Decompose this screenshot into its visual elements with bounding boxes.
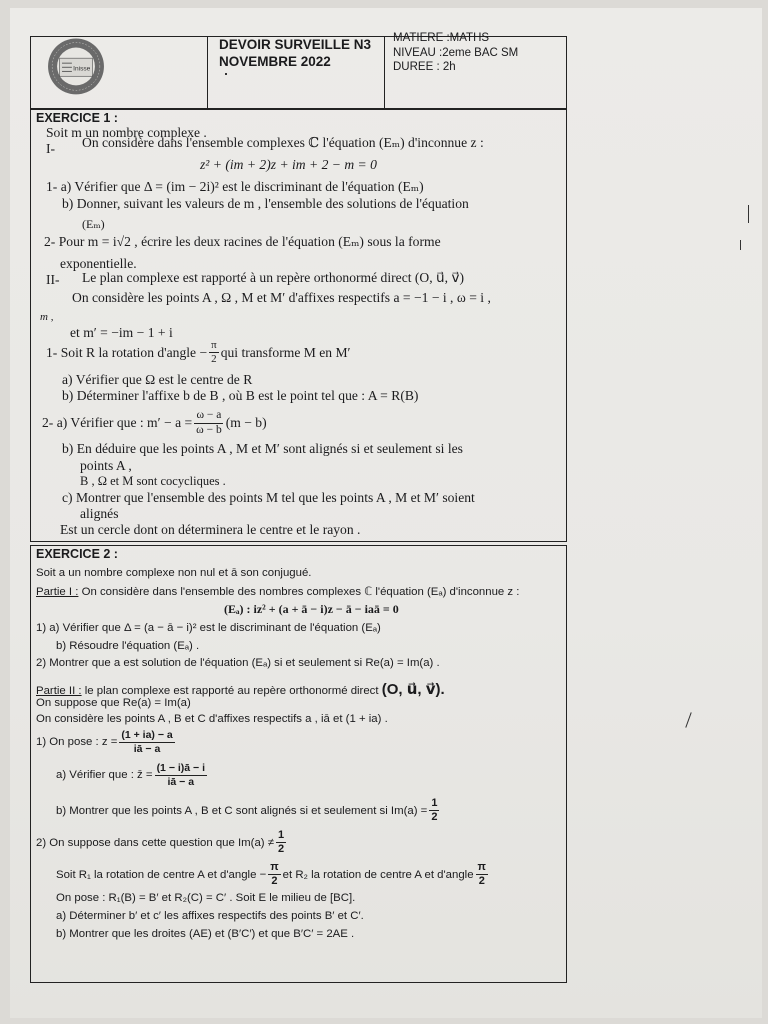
ex2-pose-2: On pose : R₁(B) = B′ et R₂(C) = C′ . Soit E le milieu de [BC]. [56, 892, 356, 904]
exam-date: NOVEMBRE 2022 [219, 54, 331, 69]
question-r-a: a) Vérifier que Ω est le centre de R [62, 372, 253, 387]
ex2-rotation-angle-2 [476, 862, 488, 887]
question-2b: b) En déduire que les points A , M et M′ sont alignés si et seulement si les [62, 441, 463, 456]
rotation-question-pre: 1- Soit R la rotation d'angle − [46, 344, 208, 360]
exam-title: DEVOIR SURVEILLE N3 [219, 37, 372, 52]
fraction-numerator: 1 [278, 829, 285, 841]
question-2-continued: exponentielle. [60, 256, 137, 271]
question-2b-continued-2: B , Ω et M sont cocycliques . [80, 474, 226, 488]
ex2-question-b2: b) Montrer que les droites (AE) et (B′C′) et que B′C′ = 2AE . [56, 928, 355, 940]
exercise-1-title: EXERCICE 1 : [36, 111, 118, 125]
part-i-text: On considère dans l'ensemble des nombres complexes ℂ l'équation (Eₐ) d'inconnue z : [78, 586, 520, 598]
school-seal-logo [34, 36, 118, 110]
affix-m-prime: et m′ = −im − 1 + i [70, 325, 173, 340]
part-ii-heading [36, 680, 445, 698]
header-divider-right [384, 36, 385, 108]
ex2-question-3 [36, 830, 288, 855]
part-i-label: Partie I : [36, 586, 79, 598]
question-2a-post: (m − b) [225, 415, 267, 430]
fraction-denominator: 2 [271, 875, 278, 887]
rotation-question-post: qui transforme M en M′ [220, 344, 351, 360]
ex2-question-a-pre: a) Vérifier que : z̄ = [56, 769, 153, 781]
fraction-numerator: π [270, 861, 279, 873]
logo-center-text: Inisse [73, 65, 91, 73]
subject-label: MATIERE :MATHS [393, 32, 490, 44]
fraction-denominator: ω − b [196, 423, 222, 436]
exercise-1-intro: Soit m un nombre complexe . [46, 125, 207, 140]
question-2a-pre: 2- a) Vérifier que : m′ − a = [42, 415, 193, 430]
fraction-numerator: π [211, 339, 217, 351]
fraction-denominator: iā − a [167, 775, 195, 788]
level-label: NIVEAU :2eme BAC SM [393, 47, 519, 59]
fraction-denominator: 2 [211, 353, 217, 365]
ex2-question-2: 2) Montrer que a est solution de l'équation (Eₐ) si et seulement si Re(a) = Im(a) . [36, 657, 440, 669]
fraction-denominator: 2 [431, 811, 438, 823]
ex2-question-1a: 1) a) Vérifier que Δ = (a − ā − i)² est le discriminant de l'équation (Eₐ) [36, 622, 381, 634]
duration-label: DUREE : 2h [393, 61, 456, 73]
ex2-question-1b: b) Résoudre l'équation (Eₐ) . [56, 640, 200, 652]
fraction-numerator: π [477, 861, 486, 873]
affix-m: m , [40, 311, 54, 323]
ex2-points: On considère les points A , B et C d'affixes respectifs a , iā et (1 + ia) . [36, 713, 388, 725]
equation-ea: (Eₐ) : iz² + (a + ā − i)z − ā − iaā = 0 [224, 602, 399, 616]
fraction-denominator: 2 [278, 843, 285, 855]
part-ii-points: On considère les points A , Ω , M et M′ d'affixes respectifs a = −1 − i , ω = i , [72, 290, 491, 305]
ex2-question-3-pre: 2) On suppose dans cette question que Im(a) ≠ [36, 836, 274, 849]
fraction-numerator: (1 − i)ā − i [156, 762, 206, 774]
ex2-question-b-fraction [429, 798, 439, 823]
fraction-numerator: ω − a [194, 410, 223, 424]
exercise-2-intro: Soit a un nombre complexe non nul et ā son conjugué. [36, 567, 312, 579]
fraction-numerator: 1 [431, 797, 438, 809]
fraction-denominator: iā − a [133, 742, 161, 755]
ex2-pose-z [36, 730, 177, 754]
ex2-question-a [56, 763, 209, 787]
rotation-angle-fraction [209, 340, 219, 365]
fraction-numerator: (1 + ia) − a [121, 729, 173, 741]
part-ii-frame: (O, u⃗, v⃗). [381, 681, 445, 698]
ex2-question-a2: a) Déterminer b′ et c′ les affixes respectifs des points B′ et C′. [56, 910, 364, 922]
margin-mark [748, 205, 749, 223]
ex2-question-b-pre: b) Montrer que les points A , B et C sont alignés si et seulement si Im(a) = [56, 804, 428, 817]
question-1b-continued: (Eₘ) [82, 217, 105, 231]
part-i-statement: On considère dans l'ensemble complexes ℂ l'équation (Eₘ) d'inconnue z : [82, 135, 484, 150]
question-2a [42, 410, 267, 436]
question-1a: 1- a) Vérifier que Δ = (im − 2i)² est le discriminant de l'équation (Eₘ) [46, 179, 424, 194]
margin-mark [740, 240, 741, 250]
question-2: 2- Pour m = i√2 , écrire les deux racines de l'équation (Eₘ) sous la forme [44, 234, 441, 249]
ex2-question-a-fraction [155, 763, 207, 787]
part-ii-text: le plan complexe est rapporté au repère orthonormé direct [81, 685, 379, 697]
ex2-rotations [56, 862, 490, 887]
fraction-denominator: 2 [478, 875, 485, 887]
ex2-question-3-fraction [276, 830, 286, 855]
part-i-heading [36, 584, 519, 598]
question-r-b: b) Déterminer l'affixe b de B , où B est le point tel que : A = R(B) [62, 388, 419, 403]
question-2a-fraction [194, 410, 224, 436]
question-2c-continued-2: Est un cercle dont on déterminera le centre et le rayon . [60, 522, 361, 537]
rotation-question [46, 340, 351, 365]
exercise-2-title: EXERCICE 2 : [36, 547, 118, 561]
part-ii-label: Partie II : [36, 685, 82, 697]
part-i-number: I- [46, 141, 56, 156]
question-2c: c) Montrer que l'ensemble des points M tel que les points A , M et M′ soient [62, 490, 475, 505]
ex2-rotation-angle-1 [268, 862, 280, 887]
ex2-rotation-pre: Soit R₁ la rotation de centre A et d'angle − [56, 868, 267, 881]
ex2-question-b [56, 798, 441, 823]
equation-em: z² + (im + 2)z + im + 2 − m = 0 [200, 157, 377, 172]
question-2b-continued: points A , [80, 458, 132, 473]
ex2-suppose: On suppose que Re(a) = Im(a) [36, 697, 191, 709]
header-divider-left [207, 36, 208, 108]
question-2c-continued: alignés [80, 506, 119, 521]
dot-mark [225, 73, 227, 75]
part-ii-statement: Le plan complexe est rapporté à un repère orthonormé direct (O, u⃗, v⃗) [82, 270, 465, 285]
ex2-pose-fraction [119, 730, 174, 754]
ex2-pose-pre: 1) On pose : z = [36, 736, 118, 748]
ex2-rotation-mid: et R₂ la rotation de centre A et d'angle [282, 868, 474, 881]
question-1b: b) Donner, suivant les valeurs de m , l'ensemble des solutions de l'équation [62, 196, 469, 211]
part-ii-number: II- [46, 272, 60, 287]
